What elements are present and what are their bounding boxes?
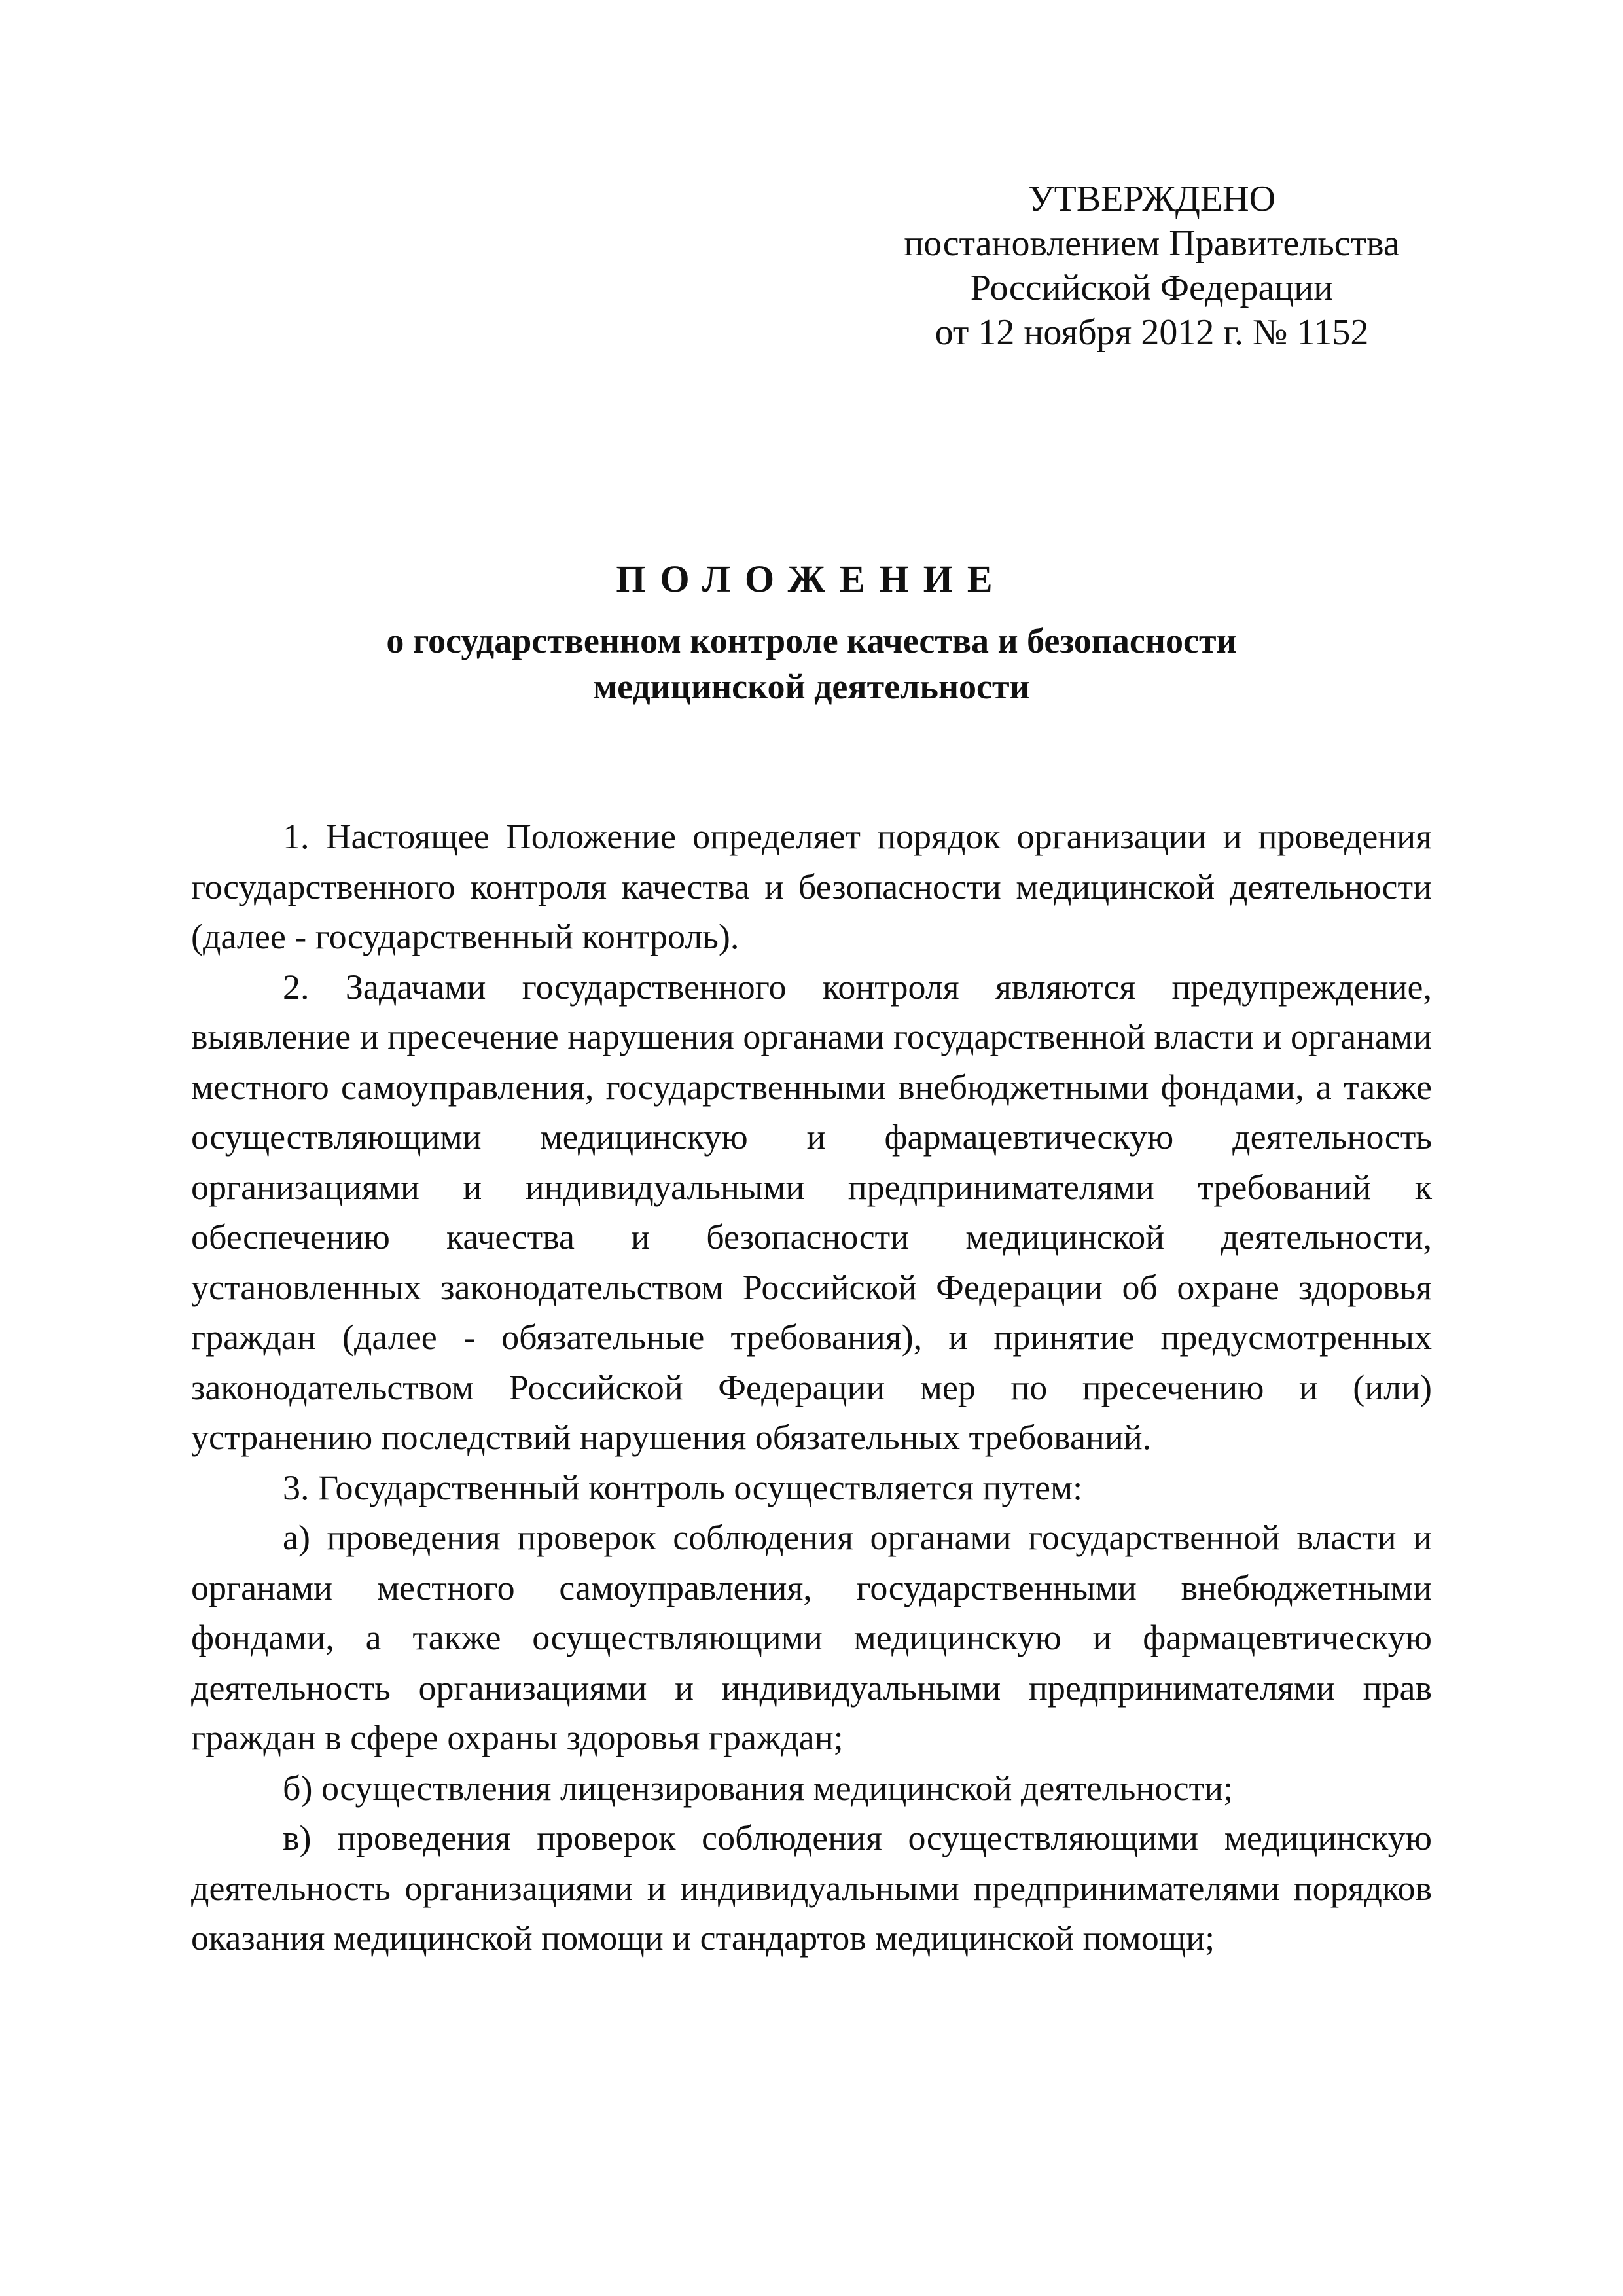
approval-line-1: постановлением Правительства [904,223,1400,264]
approval-block [851,177,1453,355]
document-body [191,812,1432,1964]
title-block [191,556,1432,709]
document-subtitle [191,618,1432,709]
paragraph-2: 2. Задачами государственного контроля являются предупреждение, выявление и пресечение нарушения органами государственной власти и органами местного самоуправления, государственными внебюджетными фондами, а также осуществляющими медицинскую и фармацевтическую деятельность организациями и индивидуальными предпринимателями требований к обеспечению качества и безопасности медицинской деятельности, установленных законодательством Российской Федерации об охране здоровья граждан (далее - обязательные требования), и принятие предусмотренных законодательством Российской Федерации мер по пресечению и (или) устранению последствий нарушения обязательных требований. [191,967,1432,1457]
approval-heading: УТВЕРЖДЕНО [1027,179,1276,219]
document-title: ПОЛОЖЕНИЕ [616,558,1007,600]
subtitle-line-1: о государственном контроле качества и безопасности [386,621,1237,660]
paragraph-3: 3. Государственный контроль осуществляется путем: [283,1467,1083,1507]
paragraph-1: 1. Настоящее Положение определяет порядок организации и проведения государственного контроля качества и безопасности медицинской деятельности (далее - государственный контроль). [191,817,1432,956]
approval-line-2: Российской Федерации [970,268,1334,308]
subtitle-line-2: медицинской деятельности [593,667,1030,706]
approval-line-3: от 12 ноября 2012 г. № 1152 [935,312,1369,353]
paragraph-3c: в) проведения проверок соблюдения осуществляющими медицинскую деятельность организациями и индивидуальными предпринимателями порядков оказания медицинской помощи и стандартов медицинской помощи; [191,1818,1432,1958]
paragraph-3b: б) осуществления лицензирования медицинской деятельности; [283,1768,1234,1808]
paragraph-3a: а) проведения проверок соблюдения органами государственной власти и органами местного самоуправления, государственными внебюджетными фондами, а также осуществляющими медицинскую и фармацевтическую деятельность организациями и индивидуальными предпринимателями прав граждан в сфере охраны здоровья граждан; [191,1518,1432,1757]
